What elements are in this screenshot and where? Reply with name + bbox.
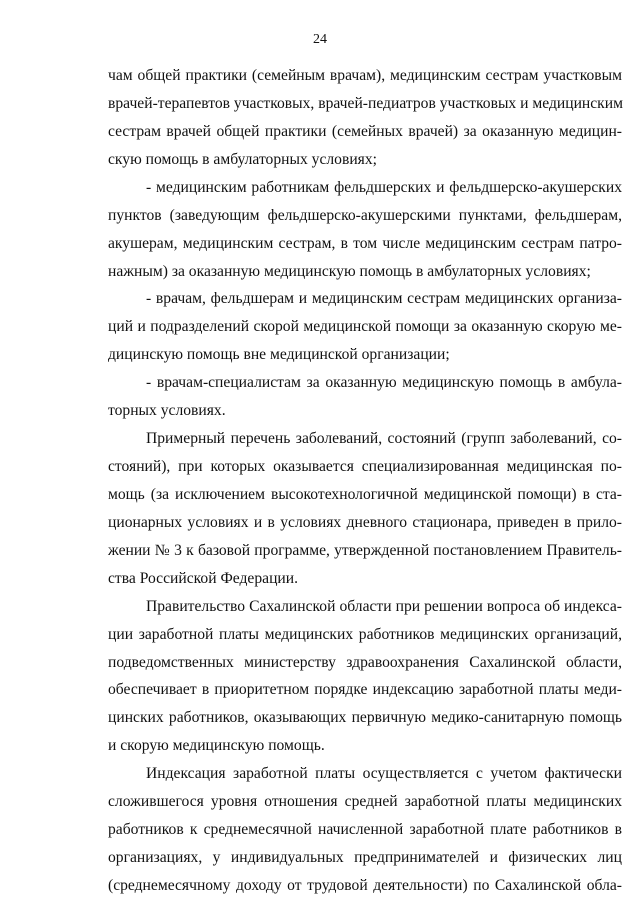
text-line: торных условиях. xyxy=(108,402,226,419)
text-line: - медицинским работникам фельдшерских и фельдшерско-акушерских xyxy=(146,179,622,196)
text-line: работников к среднемесячной начисленной заработной плате работников в xyxy=(108,821,622,838)
text-line: врачей-терапевтов участковых, врачей-педиатров участковых и медицинским xyxy=(108,95,623,112)
text-line: дицинскую помощь вне медицинской организации; xyxy=(108,346,450,363)
text-line: сестрам врачей общей практики (семейных врачей) за оказанную медицин- xyxy=(108,123,622,140)
text-line: и скорую медицинскую помощь. xyxy=(108,737,325,754)
text-line: мощь (за исключением высокотехнологичной медицинской помощи) в ста- xyxy=(108,486,622,503)
text-line: организациях, у индивидуальных предпринимателей и физических лиц xyxy=(108,849,622,866)
text-line: сложившегося уровня отношения средней заработной платы медицинских xyxy=(108,793,622,810)
text-line: цинских работников, оказывающих первичную медико-санитарную помощь xyxy=(108,709,622,726)
text-line: ций и подразделений скорой медицинской помощи за оказанную скорую ме- xyxy=(108,318,622,335)
text-line: ства Российской Федерации. xyxy=(108,570,299,587)
text-line: Примерный перечень заболеваний, состояний (групп заболеваний, со- xyxy=(146,430,622,447)
text-line: чам общей практики (семейным врачам), медицинским сестрам участковым xyxy=(108,67,622,84)
text-line: пунктов (заведующим фельдшерско-акушерскими пунктами, фельдшерам, xyxy=(108,207,622,224)
text-line: - врачам-специалистам за оказанную медицинскую помощь в амбула- xyxy=(146,374,622,391)
text-line: ции заработной платы медицинских работников медицинских организаций, xyxy=(108,626,622,643)
text-line: скую помощь в амбулаторных условиях; xyxy=(108,151,377,168)
text-line: ционарных условиях и в условиях дневного стационара, приведен в прило- xyxy=(108,514,622,531)
text-line: Правительство Сахалинской области при решении вопроса об индекса- xyxy=(146,598,622,615)
text-line: стояний), при которых оказывается специализированная медицинская по- xyxy=(108,458,622,475)
text-line: Индексация заработной платы осуществляется с учетом фактически xyxy=(146,765,622,782)
page-number: 24 xyxy=(313,32,327,47)
text-line: (среднемесячному доходу от трудовой деятельности) по Сахалинской обла- xyxy=(108,877,622,894)
text-line: обеспечивает в приоритетном порядке индексацию заработной платы меди- xyxy=(108,681,622,698)
text-line: жении № 3 к базовой программе, утвержденной постановлением Правитель- xyxy=(108,542,622,559)
text-line: нажным) за оказанную медицинскую помощь в амбулаторных условиях; xyxy=(108,263,591,280)
text-line: акушерам, медицинским сестрам, в том числе медицинским сестрам патро- xyxy=(108,235,622,252)
text-line: подведомственных министерству здравоохранения Сахалинской области, xyxy=(108,654,622,671)
text-line: - врачам, фельдшерам и медицинским сестрам медицинских организа- xyxy=(146,290,622,307)
